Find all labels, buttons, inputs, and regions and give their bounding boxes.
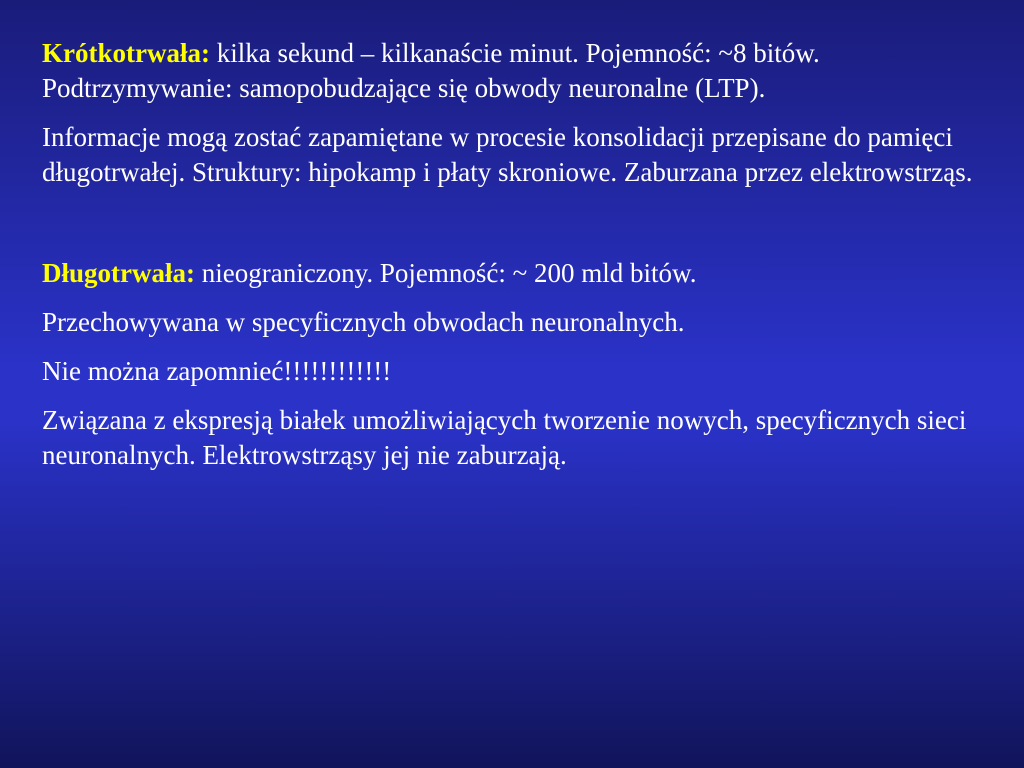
long-term-heading: Długotrwała: — [42, 258, 195, 288]
storage-paragraph: Przechowywana w specyficznych obwodach neuronalnych. — [42, 307, 685, 337]
short-term-heading: Krótkotrwała: — [42, 38, 210, 68]
long-term-paragraph — [42, 256, 992, 291]
consolidation-paragraph: Informacje mogą zostać zapamiętane w procesie konsolidacji przepisane do pamięci długotrwałej. Struktury: hipokamp i płaty skroniowe. Zaburzana przez elektrowstrząs. — [42, 122, 973, 187]
exclaim-paragraph: Nie można zapomnieć!!!!!!!!!!!! — [42, 356, 392, 386]
short-term-description: kilka sekund – kilkanaście minut. Pojemność: ~8 bitów. Podtrzymywanie: samopobudzające się obwody neuronalne (LTP). — [42, 38, 820, 103]
section-spacer — [42, 204, 992, 256]
short-term-paragraph — [42, 36, 992, 106]
slide-content — [42, 36, 992, 487]
long-term-description: nieograniczony. Pojemność: ~ 200 mld bitów. — [194, 258, 697, 288]
proteins-paragraph: Związana z ekspresją białek umożliwiających tworzenie nowych, specyficznych sieci neuronalnych. Elektrowstrząsy jej nie zaburzają. — [42, 405, 967, 470]
